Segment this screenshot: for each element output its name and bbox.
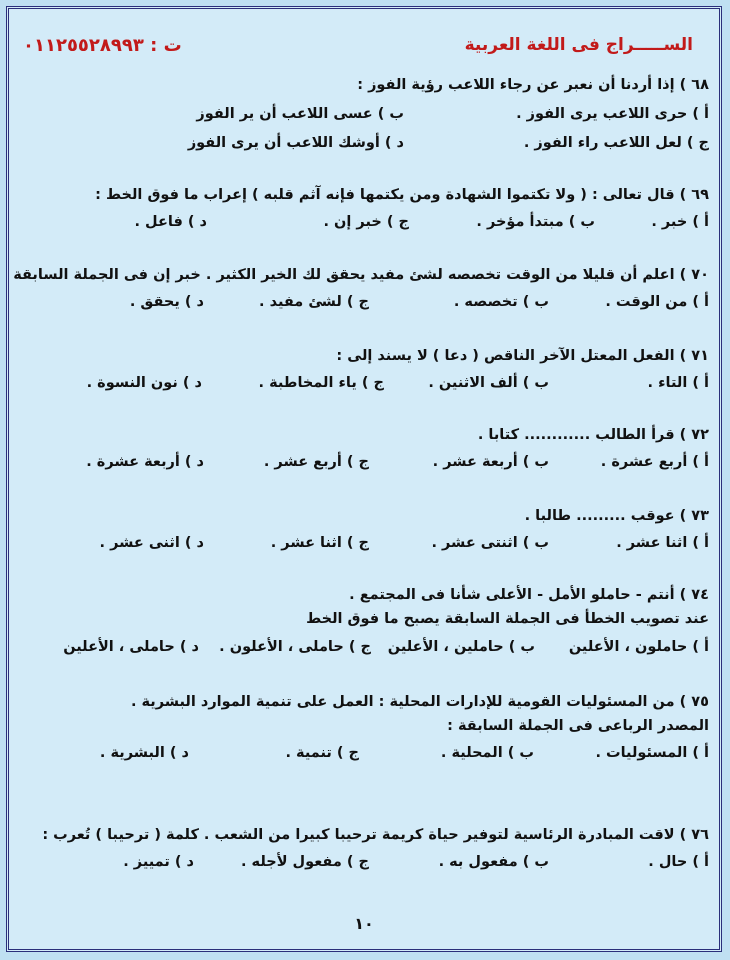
- question-text: ٦٨ ) إذا أردنا أن نعبر عن رجاء اللاعب رؤية الفوز :: [357, 77, 709, 93]
- option-c: ج ) حاملى ، الأعلون .: [219, 639, 371, 655]
- option-b: ب ) مفعول به .: [438, 854, 549, 870]
- option-b: ب ) مبتدأ مؤخر .: [476, 214, 595, 230]
- option-a: أ ) اثنا عشر .: [616, 535, 709, 551]
- option-b: ب ) اثنتى عشر .: [431, 535, 549, 551]
- question-text: عند تصويب الخطأ فى الجملة السابقة يصبح ما فوق الخط: [306, 611, 709, 627]
- option-a: أ ) المسئوليات .: [595, 745, 709, 761]
- option-a: أ ) حاملون ، الأعلين: [568, 639, 709, 655]
- option-d: د ) تمييز .: [123, 854, 194, 870]
- option-c: ج ) لعل اللاعب راء الفوز .: [523, 135, 709, 151]
- option-a: أ ) أربع عشرة .: [600, 454, 709, 470]
- page-header: [9, 35, 719, 63]
- option-c: ج ) ياء المخاطبة .: [258, 375, 384, 391]
- option-d: د ) أوشك اللاعب أن يرى الفوز: [187, 135, 404, 151]
- option-a: أ ) من الوقت .: [605, 294, 709, 310]
- option-d: د ) نون النسوة .: [86, 375, 202, 391]
- option-c: ج ) تنمية .: [285, 745, 359, 761]
- option-a: أ ) خبر .: [651, 214, 709, 230]
- worksheet-page: [6, 6, 722, 952]
- option-d: د ) يحقق .: [129, 294, 204, 310]
- option-b: ب ) حاملين ، الأعلين: [387, 639, 535, 655]
- option-b: ب ) تخصصه .: [453, 294, 549, 310]
- question-text: ٧٦ ) لاقت المبادرة الرئاسية لتوفير حياة كريمة ترحيبا كبيرا من الشعب . كلمة ( ترحيبا ) تُعرب :: [42, 827, 709, 843]
- book-title: الســـــراج فى اللغة العربية: [464, 35, 693, 55]
- option-d: د ) البشرية .: [99, 745, 189, 761]
- question-text: ٧٥ ) من المسئوليات القومية للإدارات المحلية : العمل على تنمية الموارد البشرية .: [130, 694, 709, 710]
- option-b: ب ) ألف الاثنين .: [428, 375, 549, 391]
- option-a: أ ) حال .: [648, 854, 709, 870]
- option-c: ج ) خبر إن .: [323, 214, 409, 230]
- option-d: د ) حاملى ، الأعلين: [63, 639, 199, 655]
- option-d: د ) اثنى عشر .: [99, 535, 204, 551]
- option-c: ج ) مفعول لأجله .: [240, 854, 369, 870]
- question-text: ٧٣ ) عوقب ......... طالبا .: [524, 508, 709, 524]
- option-d: د ) أربعة عشرة .: [86, 454, 204, 470]
- option-b: ب ) المحلية .: [440, 745, 534, 761]
- option-b: ب ) أربعة عشر .: [432, 454, 549, 470]
- option-a: أ ) حرى اللاعب يرى الفوز .: [516, 106, 709, 122]
- question-text: ٦٩ ) قال تعالى : ( ولا تكتموا الشهادة ومن يكتمها فإنه آثم قلبه ) إعراب ما فوق الخط :: [95, 187, 709, 203]
- question-text: ٧٠ ) اعلم أن قليلا من الوقت تخصصه لشئ مفيد يحقق لك الخير الكثير . خبر إن فى الجملة السابقة: [13, 267, 709, 283]
- question-text: ٧٢ ) قرأ الطالب ............ كتابا .: [477, 427, 709, 443]
- question-text: المصدر الرباعى فى الجملة السابقة :: [447, 718, 709, 734]
- option-a: أ ) التاء .: [647, 375, 709, 391]
- page-number: ١٠: [354, 914, 374, 933]
- phone-number: ت : ٠١١٢٥٥٢٨٩٩٣: [23, 35, 182, 56]
- question-text: ٧١ ) الفعل المعتل الآخر الناقص ( دعا ) لا يسند إلى :: [336, 348, 709, 364]
- option-c: ج ) أربع عشر .: [263, 454, 369, 470]
- option-b: ب ) عسى اللاعب أن ير الفوز: [196, 106, 404, 122]
- option-c: ج ) لشئ مفيد .: [259, 294, 369, 310]
- option-d: د ) فاعل .: [134, 214, 207, 230]
- question-text: ٧٤ ) أنتم - حاملو الأمل - الأعلى شأنا فى المجتمع .: [349, 587, 709, 603]
- option-c: ج ) اثنا عشر .: [270, 535, 369, 551]
